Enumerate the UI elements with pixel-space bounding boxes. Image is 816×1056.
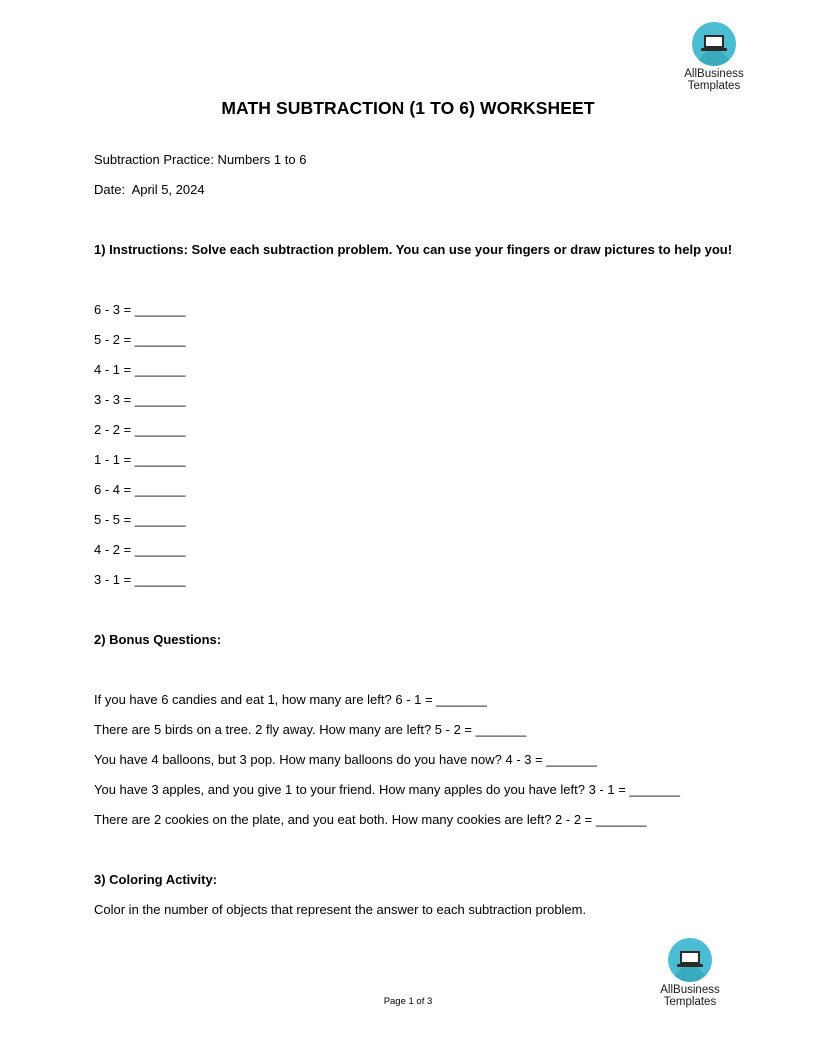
brand-name-line1: AllBusiness [684, 68, 744, 80]
bonus-question: You have 4 balloons, but 3 pop. How many balloons do you have now? 4 - 3 = _______ [94, 752, 597, 767]
page-number: Page 1 of 3 [383, 996, 433, 1007]
page-title: MATH SUBTRACTION (1 TO 6) WORKSHEET [221, 98, 595, 118]
problem-item: 6 - 4 = _______ [94, 482, 186, 497]
problem-item: 5 - 5 = _______ [94, 512, 186, 527]
bonus-question: You have 3 apples, and you give 1 to your friend. How many apples do you have left? 3 - 1 = _______ [94, 782, 681, 797]
subtitle: Subtraction Practice: Numbers 1 to 6 [94, 152, 307, 167]
date-line: Date: April 5, 2024 [94, 182, 205, 197]
bonus-question: If you have 6 candies and eat 1, how many are left? 6 - 1 = _______ [94, 692, 487, 707]
brand-logo-top [674, 22, 754, 92]
section3-heading: 3) Coloring Activity: [94, 872, 218, 887]
bonus-question: There are 5 birds on a tree. 2 fly away. How many are left? 5 - 2 = _______ [94, 722, 527, 737]
brand-name-line2: Templates [687, 80, 741, 92]
brand-name-line1: AllBusiness [660, 984, 720, 996]
laptop-icon [692, 22, 736, 66]
section1-heading: 1) Instructions: Solve each subtraction problem. You can use your fingers or draw pictures to help you! [94, 242, 733, 257]
problem-item: 2 - 2 = _______ [94, 422, 186, 437]
laptop-icon [668, 938, 712, 982]
bonus-question: There are 2 cookies on the plate, and you eat both. How many cookies are left? 2 - 2 = _______ [94, 812, 647, 827]
problem-item: 5 - 2 = _______ [94, 332, 186, 347]
section3-text: Color in the number of objects that represent the answer to each subtraction problem. [94, 902, 587, 917]
problem-item: 1 - 1 = _______ [94, 452, 186, 467]
problem-item: 4 - 2 = _______ [94, 542, 186, 557]
problem-item: 3 - 1 = _______ [94, 572, 186, 587]
problem-item: 3 - 3 = _______ [94, 392, 186, 407]
brand-name-line2: Templates [663, 996, 717, 1008]
section2-heading: 2) Bonus Questions: [94, 632, 222, 647]
problem-item: 6 - 3 = _______ [94, 302, 186, 317]
problem-item: 4 - 1 = _______ [94, 362, 186, 377]
